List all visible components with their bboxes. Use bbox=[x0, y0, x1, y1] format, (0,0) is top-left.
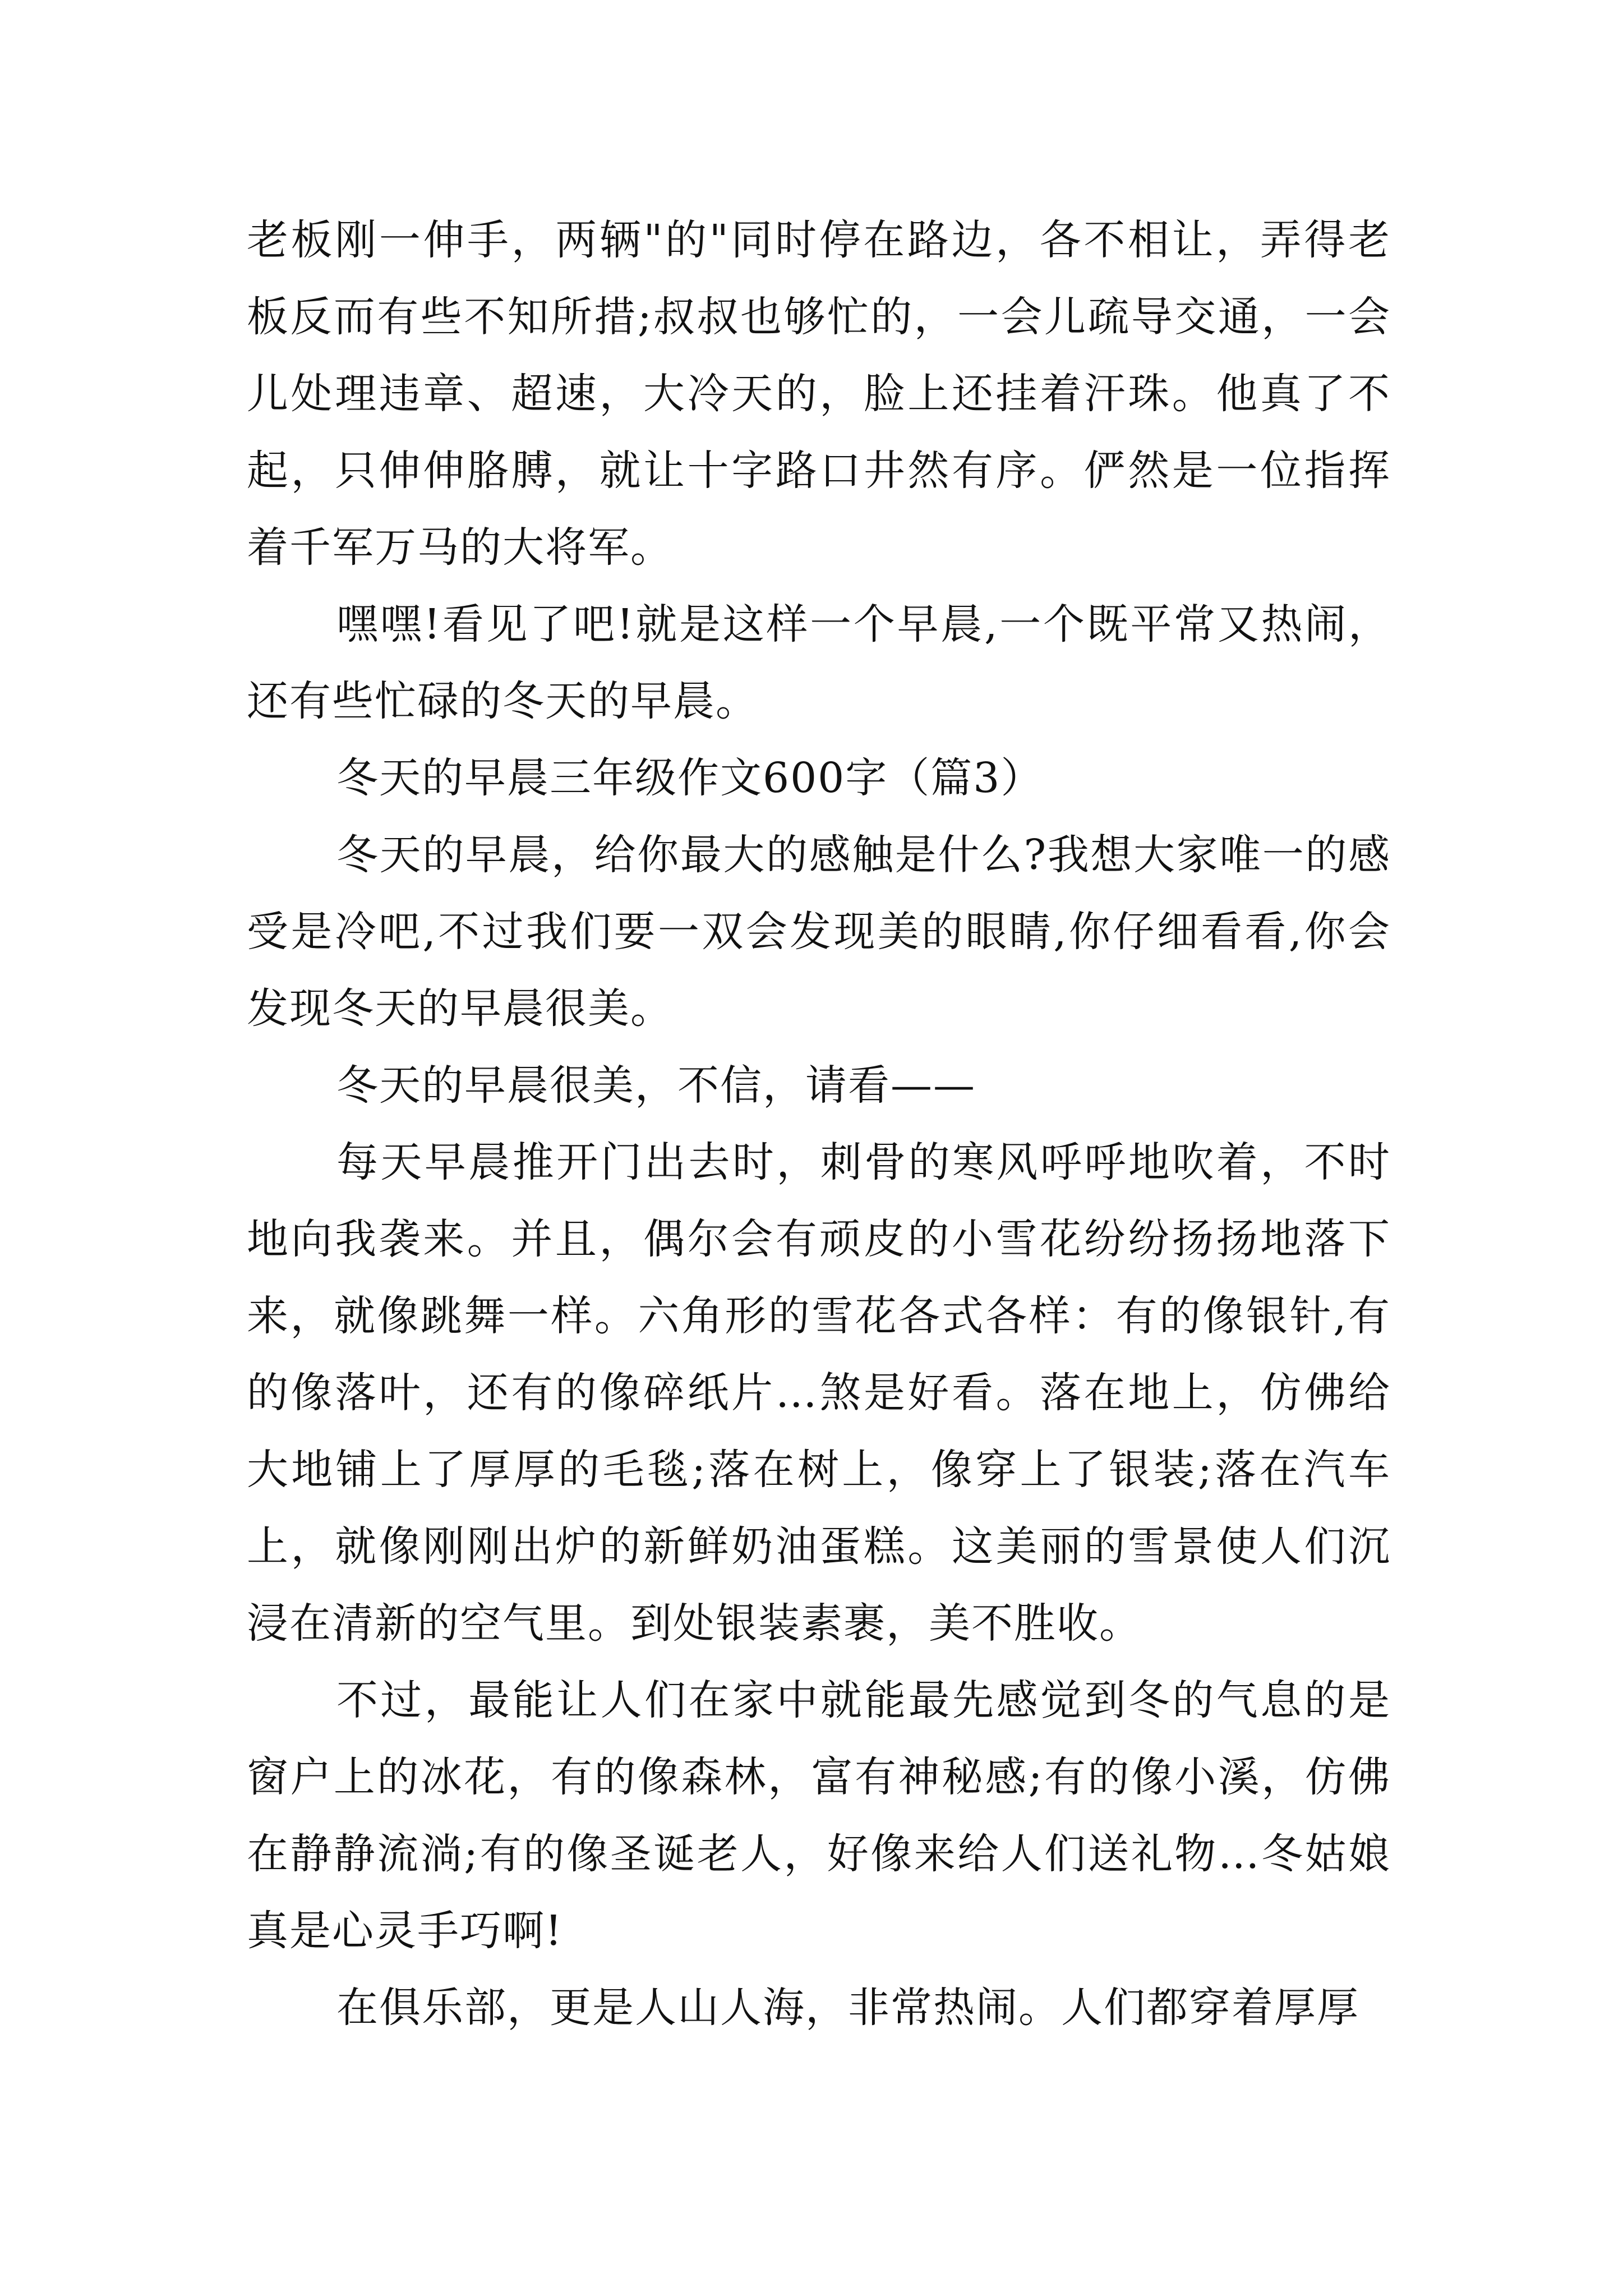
paragraph: 不过，最能让人们在家中就能最先感觉到冬的气息的是窗户上的冰花，有的像森林，富有神秘感;有的像小溪，仿佛在静静流淌;有的像圣诞老人，好像来给人们送礼物…冬姑娘真是心灵手巧啊! bbox=[247, 1676, 1391, 1955]
paragraph-continued: 老板刚一伸手，两辆"的"同时停在路边，各不相让，弄得老板反而有些不知所措;叔叔也够忙的，一会儿疏导交通，一会儿处理违章、超速，大冷天的，脸上还挂着汗珠。他真了不起，只伸伸胳膊，就让十字路口井然有序。俨然是一位指挥着千军万马的大将军。 bbox=[247, 216, 1391, 572]
paragraph: 冬天的早晨，给你最大的感触是什么?我想大家唯一的感受是冷吧,不过我们要一双会发现美的眼睛,你仔细看看,你会发现冬天的早晨很美。 bbox=[247, 831, 1391, 1033]
paragraph: 冬天的早晨很美，不信，请看—— bbox=[336, 1061, 976, 1110]
document-page bbox=[247, 202, 1391, 2046]
paragraph: 嘿嘿!看见了吧!就是这样一个早晨,一个既平常又热闹，还有些忙碌的冬天的早晨。 bbox=[247, 600, 1391, 725]
paragraph: 在俱乐部，更是人山人海，非常热闹。人们都穿着厚厚 bbox=[336, 1984, 1359, 2032]
paragraph: 每天早晨推开门出去时，刺骨的寒风呼呼地吹着，不时地向我袭来。并且，偶尔会有顽皮的小雪花纷纷扬扬地落下来，就像跳舞一样。六角形的雪花各式各样：有的像银针,有的像落叶，还有的像碎纸片…煞是好看。落在地上，仿佛给大地铺上了厚厚的毛毯;落在树上，像穿上了银装;落在汽车上，就像刚刚出炉的新鲜奶油蛋糕。这美丽的雪景使人们沉浸在清新的空气里。到处银装素裹，美不胜收。 bbox=[247, 1138, 1391, 1648]
section-heading: 冬天的早晨三年级作文600字（篇3） bbox=[336, 754, 1044, 802]
